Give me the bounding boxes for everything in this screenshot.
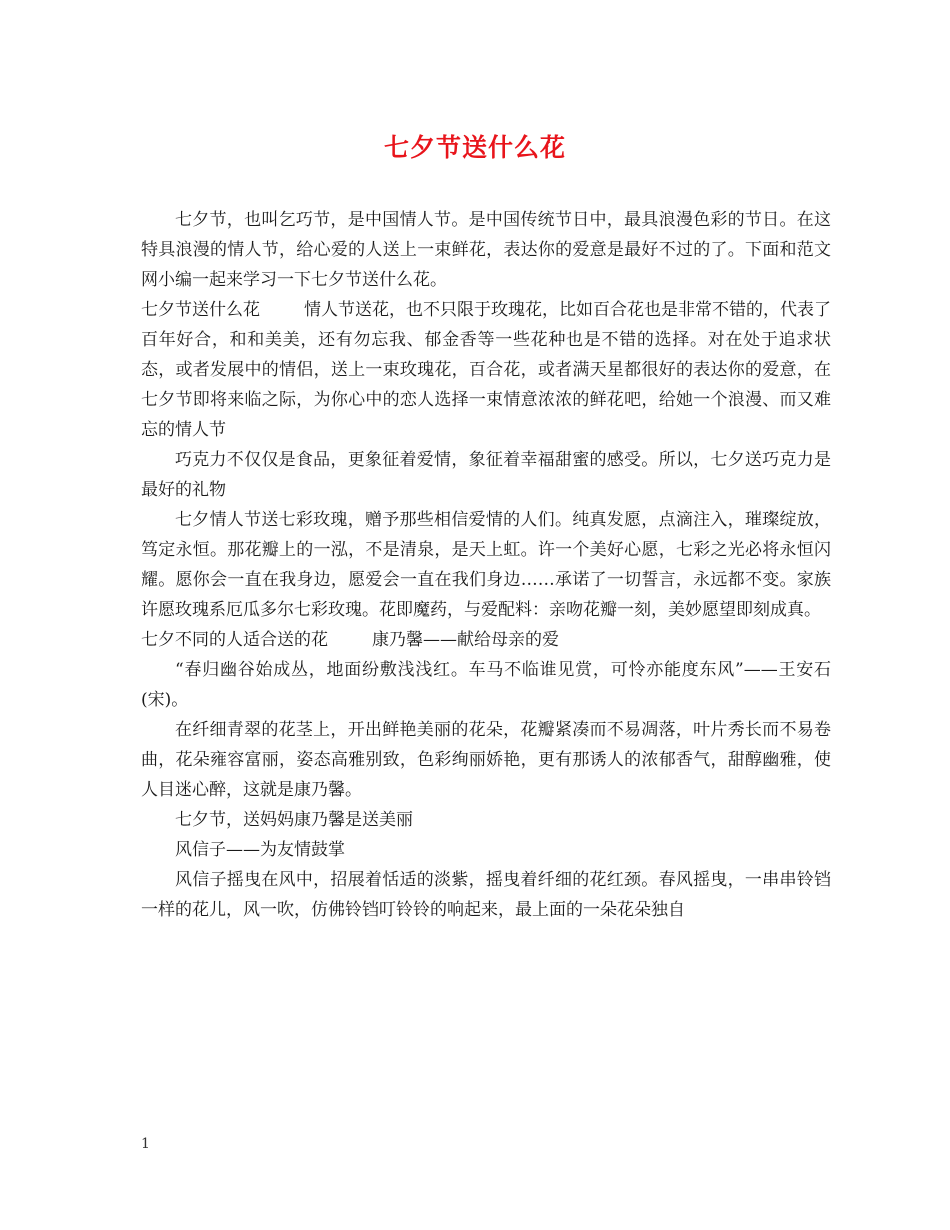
paragraph-text: 康乃馨——献给母亲的爱 (372, 630, 559, 650)
paragraph-text: 七夕情人节送七彩玫瑰，赠予那些相信爱情的人们。纯真发愿，点滴注入，璀璨绽放，笃定永恒。那花瓣上的一泓，不是清泉，是天上虹。许一个美好心愿，七彩之光必将永恒闪耀。愿你会一直在我身边，愿爱会一直在我们身边……承诺了一切誓言，永远都不变。家族许愿玫瑰系厄瓜多尔七彩玫瑰。花即魔药，与爱配料：亲吻花瓣一刻，美妙愿望即刻成真。 (141, 510, 831, 620)
section-heading: 七夕不同的人适合送的花 (141, 630, 328, 650)
paragraph-hyacinth-heading (141, 835, 831, 865)
paragraph-section-people (141, 625, 831, 655)
paragraph-poem (141, 655, 831, 715)
paragraph-text: 七夕节，也叫乞巧节，是中国情人节。是中国传统节日中，最具浪漫色彩的节日。在这特具浪漫的情人节，给心爱的人送上一束鲜花，表达你的爱意是最好不过的了。下面和范文网小编一起来学习一下七夕节送什么花。 (141, 210, 831, 290)
paragraph-rainbow-rose (141, 505, 831, 625)
paragraph-mother (141, 805, 831, 835)
paragraph-text: 风信子摇曳在风中，招展着恬适的淡紫，摇曳着纤细的花红颈。春风摇曳，一串串铃铛一样的花儿，风一吹，仿佛铃铛叮铃铃的响起来，最上面的一朵花朵独自 (141, 870, 831, 920)
paragraph-text: 巧克力不仅仅是食品，更象征着爱情，象征着幸福甜蜜的感受。所以，七夕送巧克力是最好的礼物 (141, 450, 831, 500)
document-body (141, 205, 831, 925)
paragraph-text: 情人节送花，也不只限于玫瑰花，比如百合花也是非常不错的，代表了百年好合，和和美美，还有勿忘我、郁金香等一些花种也是不错的选择。对在处于追求状态，或者发展中的情侣，送上一束玫瑰花，百合花，或者满天星都很好的表达你的爱意，在七夕节即将来临之际，为你心中的恋人选择一束情意浓浓的鲜花吧，给她一个浪漫、而又难忘的情人节 (141, 300, 831, 440)
paragraph-text: 风信子——为友情鼓掌 (175, 840, 345, 860)
paragraph-chocolate (141, 445, 831, 505)
paragraph-hyacinth (141, 865, 831, 925)
paragraph-text: 七夕节，送妈妈康乃馨是送美丽 (175, 810, 413, 830)
section-heading: 七夕节送什么花 (141, 300, 260, 320)
paragraph-intro (141, 205, 831, 295)
paragraph-section-flowers (141, 295, 831, 445)
page-number: 1 (141, 1136, 150, 1152)
paragraph-text: “春归幽谷始成丛，地面纷敷浅浅红。车马不临谁见赏，可怜亦能度东风”——王安石(宋)。 (141, 660, 831, 710)
document-title: 七夕节送什么花 (383, 133, 566, 162)
paragraph-carnation (141, 715, 831, 805)
paragraph-text: 在纤细青翠的花茎上，开出鲜艳美丽的花朵，花瓣紧凑而不易凋落，叶片秀长而不易卷曲，花朵雍容富丽，姿态高雅别致，色彩绚丽娇艳，更有那诱人的浓郁香气，甜醇幽雅，使人目迷心醉，这就是康乃馨。 (141, 720, 831, 800)
